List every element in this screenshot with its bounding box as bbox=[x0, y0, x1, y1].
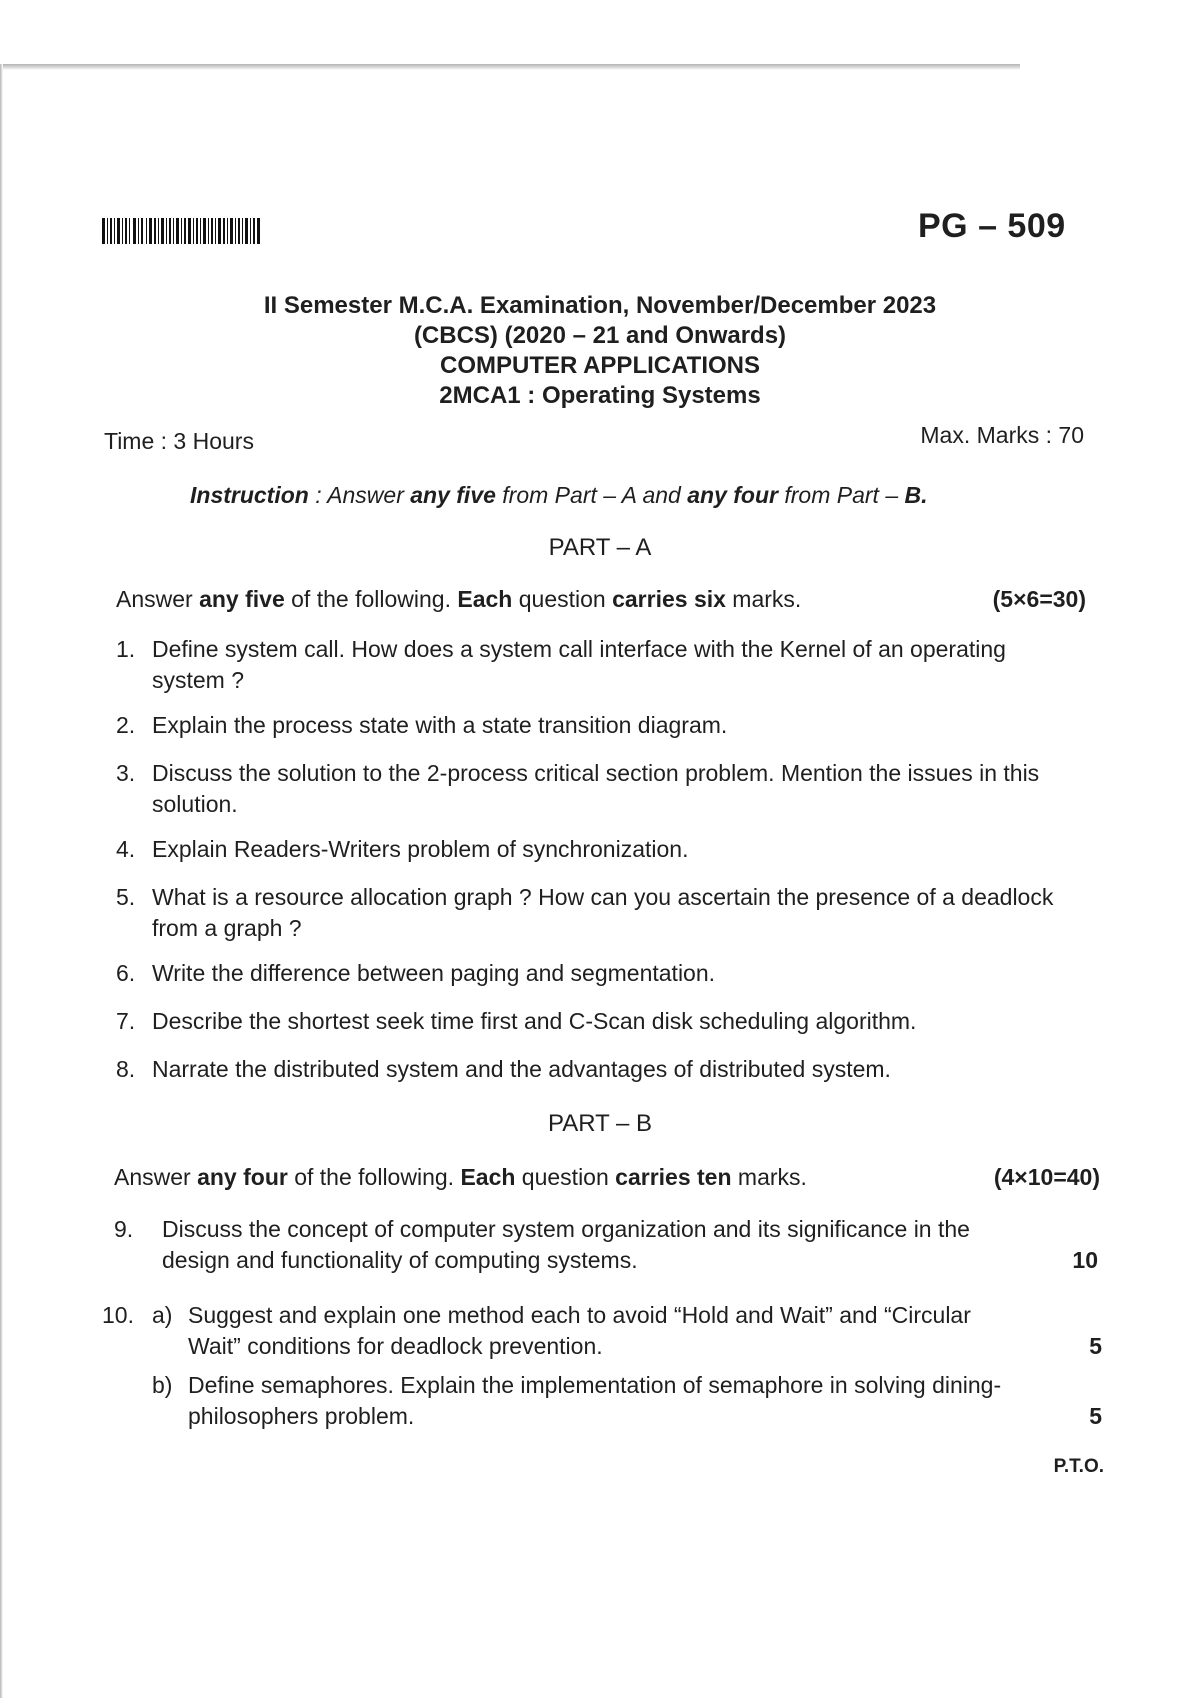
question-number: 5. bbox=[116, 884, 136, 910]
part-a-intro-text: Answer bbox=[116, 586, 200, 612]
instruction bbox=[190, 482, 928, 509]
part-a-intro-bold: Each bbox=[457, 586, 513, 612]
instruction-pre: : Answer bbox=[308, 482, 411, 508]
exam-title: II Semester M.C.A. Examination, November/December 2023 bbox=[263, 292, 937, 319]
question-marks: 10 bbox=[1072, 1247, 1098, 1273]
part-a-total: (5×6=30) bbox=[992, 586, 1086, 612]
question-number: 1. bbox=[116, 636, 136, 662]
question-text: Discuss the solution to the 2-process critical section problem. Mention the issues in this solution. bbox=[152, 760, 1040, 817]
question-number: 7. bbox=[116, 1008, 136, 1034]
part-a-intro bbox=[116, 586, 1086, 613]
part-b-intro bbox=[114, 1164, 1100, 1191]
part-b-intro-bold: any four bbox=[197, 1164, 288, 1190]
question-number: 8. bbox=[116, 1056, 136, 1082]
question-number: 3. bbox=[116, 760, 136, 786]
question-text: Narrate the distributed system and the advantages of distributed system. bbox=[152, 1056, 891, 1082]
part-a-intro-text: of the following. bbox=[284, 586, 458, 612]
part-b-total: (4×10=40) bbox=[993, 1164, 1100, 1190]
question-marks: 5 bbox=[1089, 1333, 1102, 1359]
part-a-title: PART – A bbox=[548, 534, 652, 561]
exam-subject: COMPUTER APPLICATIONS bbox=[439, 352, 760, 379]
question-number: 4. bbox=[116, 836, 136, 862]
part-a-intro-bold: any five bbox=[199, 586, 285, 612]
sub-question-label: b) bbox=[152, 1372, 173, 1398]
instruction-post: from Part – bbox=[777, 482, 905, 508]
exam-scheme: (CBCS) (2020 – 21 and Onwards) bbox=[413, 322, 787, 349]
question-text: Write the difference between paging and segmentation. bbox=[152, 960, 716, 986]
question-text: Define semaphores. Explain the implementation of semaphore in solving dining-philosophers problem. bbox=[188, 1372, 1002, 1429]
question-number: 6. bbox=[116, 960, 136, 986]
question-text: Describe the shortest seek time first and C-Scan disk scheduling algorithm. bbox=[152, 1008, 917, 1034]
question-text: What is a resource allocation graph ? How can you ascertain the presence of a deadlock from a graph ? bbox=[152, 884, 1054, 941]
sub-question-label: a) bbox=[152, 1302, 173, 1328]
instruction-any-five: any five bbox=[410, 482, 496, 508]
part-b-intro-bold: carries ten bbox=[615, 1164, 732, 1190]
part-b-intro-text: Answer bbox=[114, 1164, 198, 1190]
paper-code: PG – 509 bbox=[918, 207, 1066, 245]
question-number: 10. bbox=[102, 1302, 134, 1328]
question-marks: 5 bbox=[1089, 1403, 1102, 1429]
part-a-intro-text: marks. bbox=[725, 586, 802, 612]
question-text: Define system call. How does a system call interface with the Kernel of an operating system ? bbox=[152, 636, 1006, 693]
question-text: Suggest and explain one method each to avoid “Hold and Wait” and “Circular Wait” conditions for deadlock prevention. bbox=[188, 1302, 971, 1359]
scan-edge-top bbox=[0, 64, 1020, 70]
question-text: Discuss the concept of computer system organization and its significance in the design and functionality of computing systems. bbox=[162, 1216, 970, 1273]
question-text: Explain Readers-Writers problem of synchronization. bbox=[152, 836, 689, 862]
question-number: 2. bbox=[116, 712, 136, 738]
instruction-label: Instruction bbox=[190, 482, 309, 508]
pto-label: P.T.O. bbox=[1053, 1456, 1104, 1477]
part-b-intro-text: marks. bbox=[731, 1164, 807, 1190]
part-b-intro-text: of the following. bbox=[287, 1164, 461, 1190]
time-duration: Time : 3 Hours bbox=[104, 428, 254, 454]
part-a-intro-text: question bbox=[512, 586, 613, 612]
max-marks: Max. Marks : 70 bbox=[920, 422, 1084, 448]
instruction-part-b: B. bbox=[904, 482, 928, 508]
part-b-intro-text: question bbox=[515, 1164, 616, 1190]
part-b-title: PART – B bbox=[547, 1110, 653, 1137]
instruction-any-four: any four bbox=[687, 482, 778, 508]
exam-paper: 2MCA1 : Operating Systems bbox=[439, 382, 761, 409]
barcode-icon bbox=[102, 218, 262, 244]
part-b-intro-bold: Each bbox=[460, 1164, 516, 1190]
question-text: Explain the process state with a state transition diagram. bbox=[152, 712, 728, 738]
question-number: 9. bbox=[114, 1216, 134, 1242]
part-a-intro-bold: carries six bbox=[612, 586, 726, 612]
instruction-mid: from Part – A and bbox=[495, 482, 688, 508]
